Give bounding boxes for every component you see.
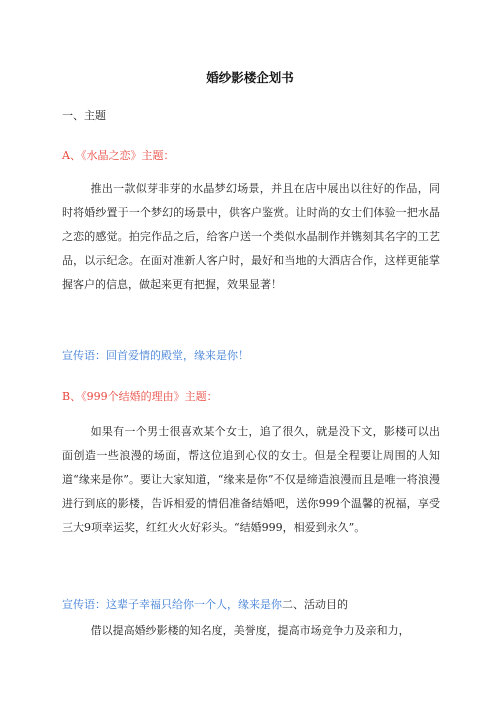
purpose-body: 借以提高婚纱影楼的知名度，美誉度，提高市场竞争力及亲和力， — [90, 624, 410, 637]
theme-a-slogan: 宣传语：回首爱情的殿堂，缘来是你！ — [62, 349, 249, 362]
section-heading-purpose: 二、活动目的 — [282, 598, 348, 611]
theme-b-paragraph — [62, 420, 440, 540]
theme-b-heading: B、《999个结婚的理由》主题： — [62, 390, 218, 403]
theme-a-heading: A、《水晶之恋》主题： — [62, 149, 175, 162]
theme-a-body: 推出一款似芽非芽的水晶梦幻场景，并且在店中展出以往好的作品，同时将婚纱置于一个梦幻的场景中，供客户鉴赏。让时尚的女士们体验一把水晶之恋的感觉。拍完作品之后，给客户送一个类似水晶制作并镌刻其名字的工艺品，以示纪念。在面对准新人客户时，最好和当地的大酒店合作，这样更能掌握客户的信息，做起来更有把握，效果显著！ — [62, 182, 440, 291]
theme-b-slogan-line — [62, 598, 348, 612]
theme-b-body: 如果有一个男士很喜欢某个女士，追了很久，就是没下文，影楼可以出面创造一些浪漫的场面，帮这位追到心仪的女士。但是全程要让周围的人知道“缘来是你”。要让大家知道，“缘来是你”不仅是缔造浪漫而且是唯一将浪漫进行到底的影楼，告诉相爱的情侣准备结婚吧，送你999个温馨的祝福，享受三大9项幸运奖，红红火火好彩头。“结婚999，相爱到永久”。 — [62, 425, 440, 534]
purpose-paragraph — [62, 619, 440, 643]
theme-b-slogan: 宣传语：这辈子幸福只给你一个人，缘来是你 — [62, 598, 282, 611]
theme-a-paragraph — [62, 177, 440, 297]
section-heading-theme: 一、主题 — [62, 109, 106, 122]
document-title: 婚纱影楼企划书 — [206, 70, 294, 85]
